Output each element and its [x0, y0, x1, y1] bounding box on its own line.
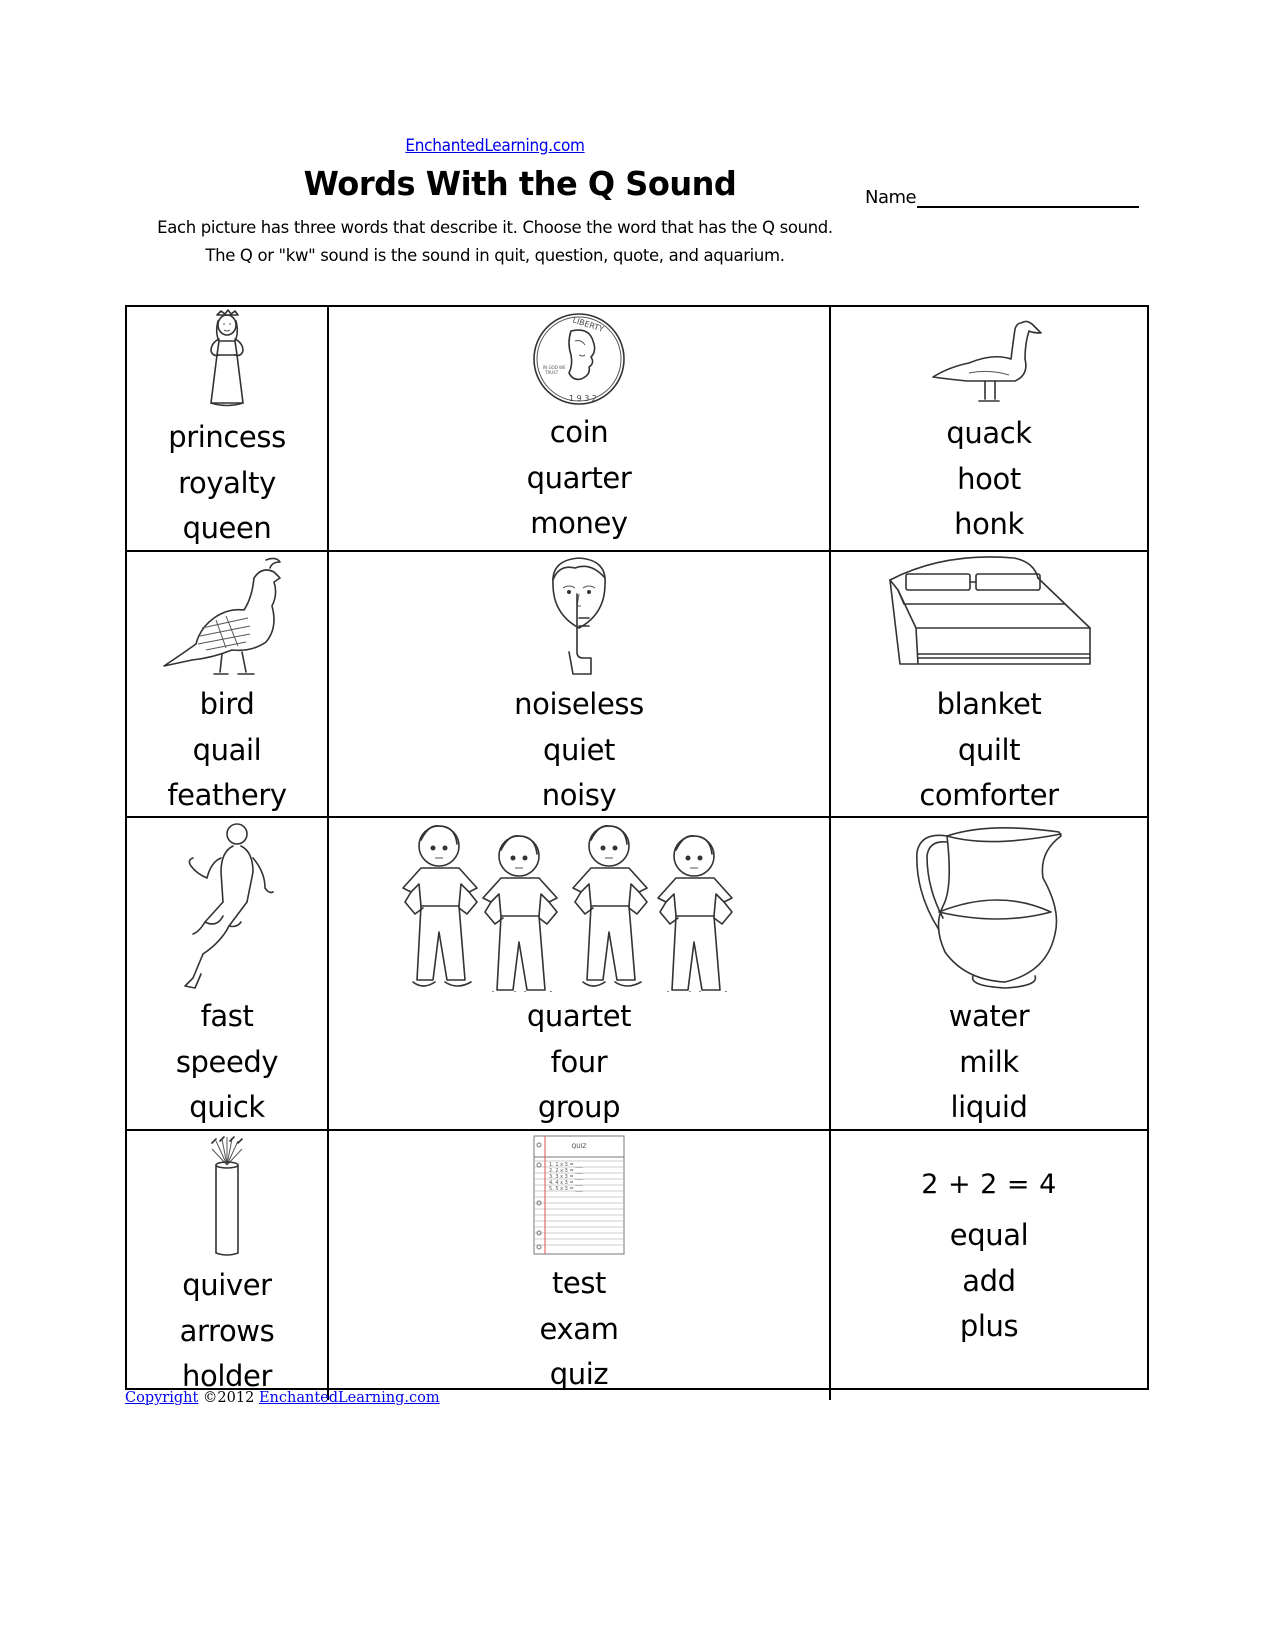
- word-option[interactable]: quack: [946, 416, 1032, 450]
- word-option[interactable]: quarter: [526, 460, 632, 495]
- word-option[interactable]: honk: [954, 507, 1024, 541]
- word-option[interactable]: queen: [182, 511, 272, 545]
- svg-text:5. 5 x 3 = ___: 5. 5 x 3 = ___: [549, 1186, 583, 1192]
- grid-cell-quartet: [329, 818, 831, 1131]
- grid-cell-quiet: [329, 552, 831, 818]
- word-option[interactable]: water: [948, 999, 1030, 1033]
- word-option[interactable]: quiver: [182, 1268, 272, 1302]
- svg-text:1 9 3 2: 1 9 3 2: [569, 394, 597, 403]
- word-option[interactable]: group: [537, 1090, 621, 1124]
- word-option[interactable]: arrows: [179, 1313, 275, 1348]
- equation-text: 2 + 2 = 4: [921, 1169, 1057, 1200]
- shush-face-icon: [539, 554, 619, 678]
- word-option[interactable]: speedy: [175, 1044, 279, 1079]
- quarter-coin-icon: [531, 311, 627, 407]
- footer: [125, 1390, 440, 1406]
- grid-cell-quarter: [329, 307, 831, 552]
- word-option[interactable]: princess: [168, 420, 286, 454]
- svg-text:4. 4 x 3 = ___: 4. 4 x 3 = ___: [549, 1180, 583, 1186]
- svg-text:3. 3 x 3 = ___: 3. 3 x 3 = ___: [549, 1174, 583, 1180]
- pitcher-icon: [909, 822, 1069, 992]
- quiver-icon: [202, 1135, 252, 1259]
- grid-cell-pitcher: [831, 818, 1147, 1131]
- grid-cell-equation: [831, 1131, 1147, 1400]
- footer-site-link[interactable]: EnchantedLearning.com: [258, 1390, 440, 1406]
- word-option[interactable]: liquid: [950, 1090, 1028, 1124]
- name-label: Name: [865, 187, 917, 208]
- svg-text:IN GOD WE: IN GOD WE: [543, 365, 566, 370]
- svg-text:QUIZ: QUIZ: [571, 1143, 587, 1150]
- word-option[interactable]: money: [530, 506, 628, 540]
- word-option[interactable]: fast: [200, 999, 254, 1033]
- word-option[interactable]: quilt: [957, 732, 1021, 767]
- word-option[interactable]: four: [550, 1044, 608, 1079]
- word-option[interactable]: blanket: [936, 687, 1042, 721]
- four-people-icon: [399, 822, 759, 992]
- copyright-link[interactable]: Copyright: [125, 1390, 199, 1406]
- word-option[interactable]: hoot: [957, 461, 1021, 496]
- word-option[interactable]: equal: [949, 1218, 1029, 1252]
- word-option[interactable]: add: [962, 1263, 1016, 1298]
- name-blank-line[interactable]: [917, 186, 1139, 208]
- grid-cell-quiver: [127, 1131, 329, 1400]
- word-option[interactable]: quick: [189, 1090, 265, 1124]
- svg-text:2. 2 x 3 = ___: 2. 2 x 3 = ___: [549, 1168, 583, 1174]
- svg-text:LIBERTY: LIBERTY: [571, 315, 605, 334]
- grid-cell-quail: [127, 552, 329, 818]
- word-option[interactable]: royalty: [178, 465, 276, 500]
- word-option[interactable]: noisy: [541, 778, 617, 812]
- word-option[interactable]: quail: [192, 732, 262, 767]
- word-option[interactable]: holder: [182, 1359, 272, 1393]
- grid-cell-quiz: [329, 1131, 831, 1400]
- princess-icon: [197, 309, 257, 409]
- word-option[interactable]: feathery: [167, 778, 287, 812]
- word-option[interactable]: quiet: [542, 732, 616, 767]
- quail-icon: [162, 554, 292, 678]
- word-option[interactable]: noiseless: [514, 687, 644, 721]
- quiz-paper-icon: [533, 1133, 625, 1257]
- svg-text:TRUST: TRUST: [545, 370, 559, 375]
- grid-cell-princess: [127, 307, 329, 552]
- svg-text:1. 1 x 3 = ___: 1. 1 x 3 = ___: [549, 1162, 583, 1168]
- grid-cell-runner: [127, 818, 329, 1131]
- word-option[interactable]: milk: [959, 1044, 1019, 1079]
- bed-quilt-icon: [884, 554, 1094, 678]
- word-option[interactable]: comforter: [919, 778, 1059, 812]
- word-grid: [125, 305, 1149, 1393]
- grid-cell-quilt: [831, 552, 1147, 818]
- word-option[interactable]: test: [551, 1266, 607, 1300]
- duck-icon: [929, 315, 1049, 407]
- word-option[interactable]: plus: [959, 1309, 1019, 1343]
- page-title: Words With the Q Sound: [303, 164, 737, 203]
- word-option[interactable]: exam: [539, 1311, 619, 1346]
- name-field[interactable]: [865, 186, 1139, 208]
- word-option[interactable]: quiz: [549, 1357, 609, 1391]
- copyright-year: ©2012: [198, 1390, 259, 1406]
- runner-icon: [177, 822, 277, 992]
- instructions: Each picture has three words that describe it. Choose the word that has the Q sound. The Q or "kw" sound is the sound in quit, question, quote, and aquarium.: [157, 218, 833, 265]
- word-option[interactable]: bird: [199, 687, 255, 721]
- grid-cell-duck: [831, 307, 1147, 552]
- site-link[interactable]: EnchantedLearning.com: [405, 136, 585, 156]
- word-option[interactable]: coin: [549, 415, 609, 449]
- word-option[interactable]: quartet: [526, 999, 632, 1033]
